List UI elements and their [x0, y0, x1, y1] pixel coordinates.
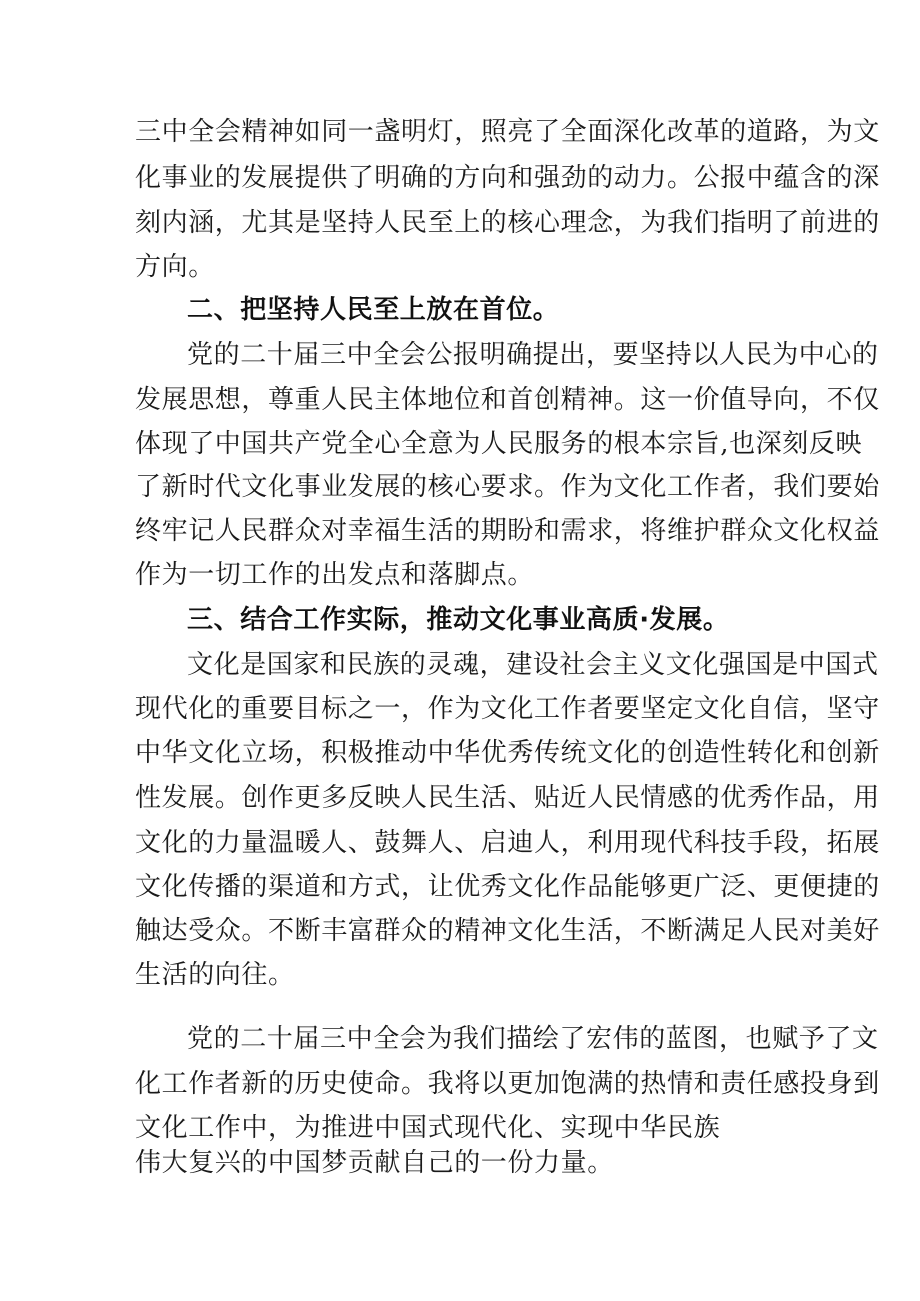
body-text-line: 性发展。创作更多反映人民生活、贴近人民情感的优秀作品，用 — [135, 783, 880, 813]
body-text-line: 方向。 — [135, 252, 215, 282]
body-text-line: 文化是国家和民族的灵魂，建设社会主义文化强国是中国式 — [187, 650, 879, 680]
body-text-line: 发展思想，尊重人民主体地位和首创精神。这一价值导向，不仅 — [135, 385, 880, 415]
body-text-line: 文化的力量温暖人、鼓舞人、启迪人，利用现代科技手段，拓展 — [135, 828, 880, 858]
body-text-line: 文化工作中，为推进中国式现代化、实现中华民族 — [135, 1113, 721, 1143]
section-heading-3: 三、结合工作实际，推动文化事业高质·发展。 — [187, 605, 730, 635]
body-text-line: 中华文化立场，积极推动中华优秀传统文化的创造性转化和创新 — [135, 738, 880, 768]
body-text-line: 终牢记人民群众对幸福生活的期盼和需求，将维护群众文化权益 — [135, 516, 880, 546]
body-text-line: 体现了中国共产党全心全意为人民服务的根本宗旨,也深刻反映 — [135, 429, 863, 459]
body-text-line: 化工作者新的历史使命。我将以更加饱满的热情和责任感投身到 — [135, 1069, 880, 1099]
body-text-line: 刻内涵，尤其是坚持人民至上的核心理念，为我们指明了前进的 — [135, 208, 880, 238]
body-text-line: 现代化的重要目标之一，作为文化工作者要坚定文化自信，坚守 — [135, 694, 880, 724]
body-text-line: 三中全会精神如同一盏明灯，照亮了全面深化改革的道路，为文 — [135, 117, 880, 147]
body-text-line: 党的二十届三中全会公报明确提出，要坚持以人民为中心的 — [187, 340, 879, 370]
body-text-line: 作为一切工作的出发点和落脚点。 — [135, 560, 535, 590]
body-text-line: 触达受众。不断丰富群众的精神文化生活，不断满足人民对美好 — [135, 916, 880, 946]
body-text-line: 伟大复兴的中国梦贡献自己的一份力量。 — [135, 1148, 614, 1178]
body-text-line: 了新时代文化事业发展的核心要求。作为文化工作者，我们要始 — [135, 472, 880, 502]
body-text-line: 生活的向往。 — [135, 960, 295, 990]
body-text-line: 化事业的发展提供了明确的方向和强劲的动力。公报中蕴含的深 — [135, 163, 880, 193]
body-text-line: 党的二十届三中全会为我们描绘了宏伟的蓝图，也赋予了文 — [187, 1024, 879, 1054]
body-text-line: 文化传播的渠道和方式，让优秀文化作品能够更广泛、更便捷的 — [135, 872, 880, 902]
section-heading-2: 二、把坚持人民至上放在首位。 — [187, 295, 560, 325]
